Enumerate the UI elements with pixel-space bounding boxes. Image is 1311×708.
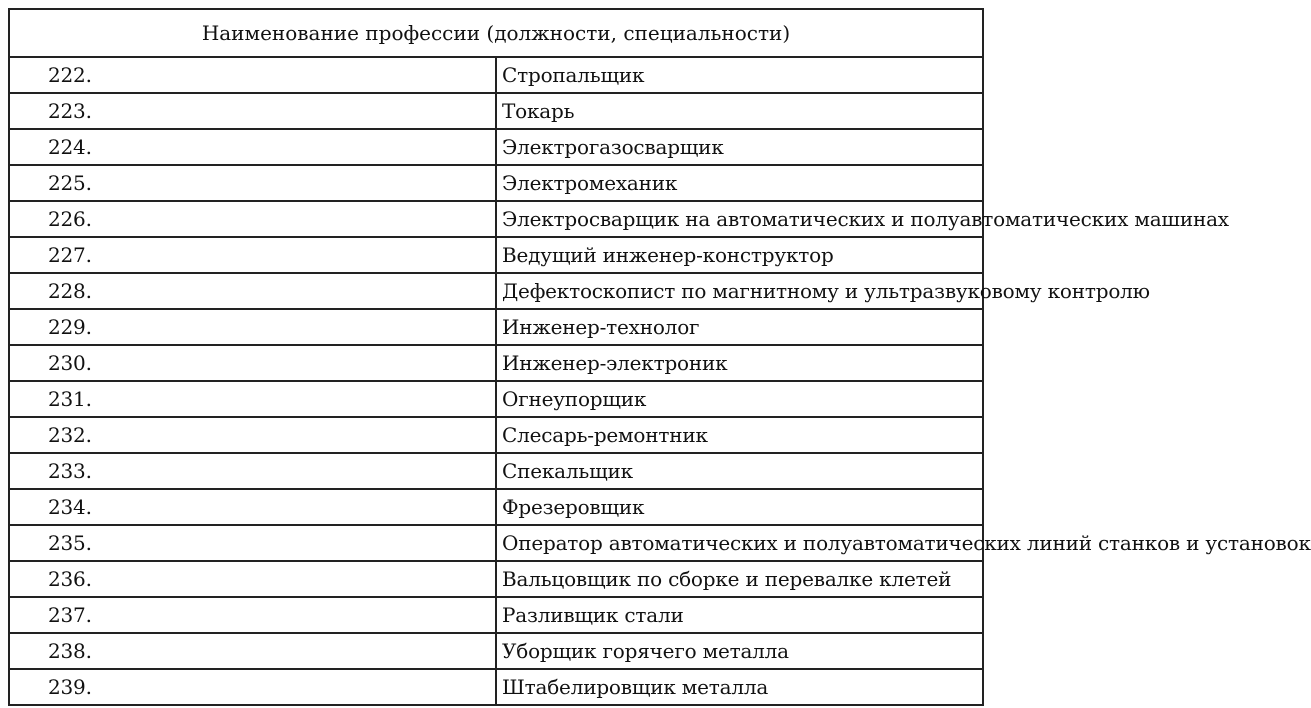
row-number: 226. — [9, 201, 496, 237]
row-number: 224. — [9, 129, 496, 165]
profession-name: Ведущий инженер-конструктор — [496, 237, 983, 273]
table-row — [9, 57, 983, 93]
table-row — [9, 669, 983, 705]
row-number: 228. — [9, 273, 496, 309]
profession-name: Огнеупорщик — [496, 381, 983, 417]
row-number: 229. — [9, 309, 496, 345]
profession-name: Штабелировщик металла — [496, 669, 983, 705]
table-row — [9, 453, 983, 489]
column-header-profession: Наименование профессии (должности, специальности) — [9, 9, 983, 57]
table-row — [9, 273, 983, 309]
table-row — [9, 237, 983, 273]
profession-name: Спекальщик — [496, 453, 983, 489]
table-row — [9, 201, 983, 237]
profession-name: Электросварщик на автоматических и полуавтоматических машинах — [496, 201, 983, 237]
row-number: 238. — [9, 633, 496, 669]
row-number: 235. — [9, 525, 496, 561]
row-number: 237. — [9, 597, 496, 633]
profession-name: Оператор автоматических и полуавтоматических линий станков и установок — [496, 525, 983, 561]
professions-table — [8, 8, 1311, 706]
table-row — [9, 525, 983, 561]
row-number: 225. — [9, 165, 496, 201]
table-row — [9, 309, 983, 345]
table-row — [9, 417, 983, 453]
profession-name: Слесарь-ремонтник — [496, 417, 983, 453]
table-header-row — [9, 9, 983, 57]
profession-name: Инженер-электроник — [496, 345, 983, 381]
table-row — [9, 129, 983, 165]
table-row — [9, 381, 983, 417]
row-number: 222. — [9, 57, 496, 93]
row-number: 233. — [9, 453, 496, 489]
row-number: 223. — [9, 93, 496, 129]
profession-name: Электромеханик — [496, 165, 983, 201]
table-body — [9, 57, 1311, 705]
table-row — [9, 633, 983, 669]
row-number: 231. — [9, 381, 496, 417]
profession-name: Уборщик горячего металла — [496, 633, 983, 669]
table-row — [9, 561, 983, 597]
row-number: 236. — [9, 561, 496, 597]
table-row — [9, 345, 983, 381]
profession-name: Вальцовщик по сборке и перевалке клетей — [496, 561, 983, 597]
row-number: 239. — [9, 669, 496, 705]
table-row — [9, 597, 983, 633]
table-row — [9, 489, 983, 525]
table-row — [9, 165, 983, 201]
row-number: 232. — [9, 417, 496, 453]
profession-name: Разливщик стали — [496, 597, 983, 633]
profession-name: Фрезеровщик — [496, 489, 983, 525]
profession-name: Инженер-технолог — [496, 309, 983, 345]
professions-document — [8, 8, 1311, 706]
profession-name: Дефектоскопист по магнитному и ультразвуковому контролю — [496, 273, 983, 309]
row-number: 234. — [9, 489, 496, 525]
table-row — [9, 93, 983, 129]
profession-name: Электрогазосварщик — [496, 129, 983, 165]
row-number: 227. — [9, 237, 496, 273]
profession-name: Токарь — [496, 93, 983, 129]
row-number: 230. — [9, 345, 496, 381]
profession-name: Стропальщик — [496, 57, 983, 93]
